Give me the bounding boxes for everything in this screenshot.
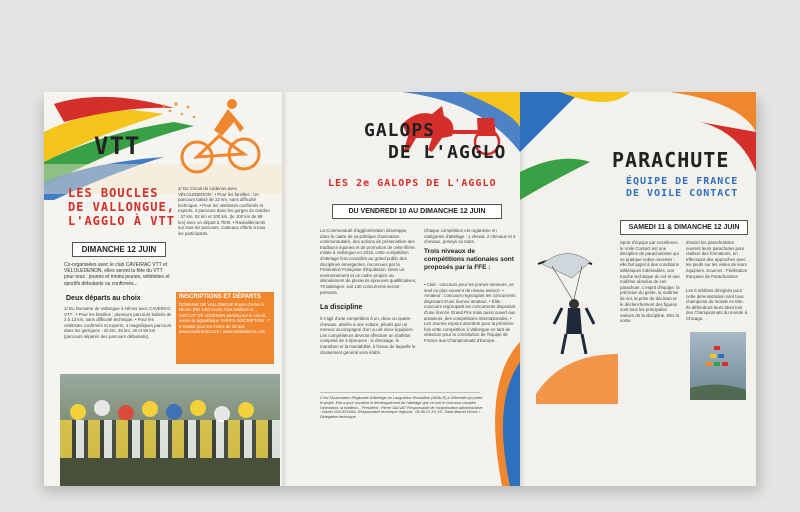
formation-photo xyxy=(690,332,746,400)
vtt-headline: LES BOUCLES DE VALLONGUE, L'AGGLO À VTT xyxy=(68,186,175,228)
vtt-hero-art xyxy=(44,92,282,200)
galops-col2-text: Chaque compétition est organisée en catégories d'attelage : 1 cheval, 2 chevaux et 4 chevaux, poneys ou traits. xyxy=(424,228,516,245)
parachute-panel xyxy=(520,92,756,486)
galops-discipline-heading: La discipline xyxy=(320,304,363,311)
vtt-intro: Co-organisées avec le club CAVEIRAC VTT et VELOLEDENON, elles seront la fête du VTT pour tous : jeunes et moins jeunes, vététistes et sportifs débutants ou confirmés... xyxy=(64,262,170,287)
galops-headline: LES 2e GALOPS DE L'AGGLO xyxy=(328,178,497,189)
parachute-date: SAMEDI 11 & DIMANCHE 12 JUIN xyxy=(620,220,748,235)
vtt-panel xyxy=(44,92,282,486)
galops-levels-heading: Trois niveaux de compétitions nationales sont proposés par la FFE : xyxy=(424,248,514,271)
galops-discipline-text: Il s'agit d'une compétition à un, deux ou quatre chevaux, attelés à une voiture, pilotés par un meneur accompagné d'un ou de deux équipiers. Les compétiteurs devront effectuer un triathlon composé de 3 épreuves : le dressage, le marathon et la maniabilité, à l'issue de laquelle le classement général sera établi. xyxy=(320,316,416,355)
galops-title-line2: DE L'AGGLO xyxy=(388,142,507,163)
galops-title-line1: GALOPS xyxy=(364,120,436,141)
galops-side-art xyxy=(472,342,520,486)
parachute-col2-text-b: Les 6 athlètes désignés pour cette démonstration sont tous champions du monde en titre. Ils défendront leurs titres lors des Championnats du monde à Chicago. xyxy=(686,288,748,321)
cyclists-photo xyxy=(60,374,280,486)
vtt-info-text: DOMAINE DE VALLONGUE Route d'Arles à Nîmes (RD 135) Accès Clos Gaillard et... CIRCUIT DE LÉDENON parking sur le circuit, suivre la signalétique TARIFS INSCRIPTION : 7 € Gratuit pour les moins de 18 ans www.caveiracvtt.com / www.veloledenon.com xyxy=(179,302,271,335)
galops-divider xyxy=(320,392,480,393)
parachute-title: PARACHUTE xyxy=(612,148,730,172)
parachute-headline: ÉQUIPE DE FRANCE DE VOILE CONTACT xyxy=(626,176,739,199)
galops-levels-text: • Club : concours pour les jeunes meneurs, un seul ou plus souvent de niveau avancé. • Amateur : concours regroupant les concurrents disposant d'une licence amateur. • Élite : concours regroupant les concurrents disposant d'une licence Grand Prix mais aussi ouvert aux amateurs, des compétitions internationales. • Les Jeunes espoirs abordent pour la première fois cette compétition à Vallongue en tant de sélection pour la constitution de l'équipe de France aux Championnats d'Europe. xyxy=(424,282,516,343)
vtt-col2-text: 2/ Du Circuit de Lédenon avec VÉLOLEDENON : • Pour les familles : Un parcours balisé de 22 km, sans difficulté technique. • Pour les vététistes confirmés et experts, 3 parcours dans les gorges du Gardon : 37 km, 52 km et 100 km, (le 100 km de 98 km) avec un départ à 7h00. • Ravitaillements sur tous les parcours. Cadeaux offerts à tous les participants. xyxy=(178,186,270,236)
vtt-date: DIMANCHE 12 JUIN xyxy=(72,242,166,257)
vtt-subhead: Deux départs au choix xyxy=(66,295,141,302)
vtt-col1-text: 1/ Du Domaine de Vallongue à Nîmes avec CAVEIRAC VTT : • Pour les familles : plusieurs parcours balisés de 3 à 13 km, sans difficulté technique. • Pour les vététistes confirmés et experts, 4 magnifiques parcours dans les garrigues : 20 km, 35 km, 40 et 56 km (parcours séparés des parcours débutants). xyxy=(64,306,172,339)
parachute-col2-text: d'avion les parachutistes ouvrent leurs parachutes pour réaliser des formations, en effectuant des approches avec les pieds sur les voiles de leurs équipiers. Sources : Fédération française de Parachutisme xyxy=(686,240,748,279)
parachute-col1-text: Sport d'équipe par excellence, le Voile Contact est une discipline de parachutisme qui se pratique voiles ouvertes : elle fait appel à des conditions athlétiques indéniables, une touche technique du vol et une maîtrise absolue de son parachute. L'esprit d'équipe, la précision du geste, la maîtrise de soi, la prise de décision et le déclenchement des figures sont tous les principales valeurs de la discipline. Dès la sortie xyxy=(620,240,680,324)
vtt-info-box xyxy=(176,292,274,364)
vtt-info-title: INSCRIPTIONS ET DÉPARTS xyxy=(179,294,261,300)
galops-date: DU VENDREDI 10 AU DIMANCHE 12 JUIN xyxy=(332,204,502,219)
skydivers-photo xyxy=(532,204,618,404)
cyclist-silhouette xyxy=(182,99,259,172)
tri-fold-brochure xyxy=(44,92,756,486)
galops-col1-text: La Communauté d'agglomération développe, dans le cadre de sa politique d'animation communautaire, des actions de préservation des traditions équines et de promotion de cette filière. Initiée à Vallongue en 2015, cette compétition d'attelage fera connaître au grand public des disciplines émergentes, reconnues par la Fédération Française d'Équitation. Dans un environnement et un cadre propice au déroulement de plusieurs épreuves qualificatives, 70 attelages, soit 130 concurrents seront présents. xyxy=(320,228,417,295)
galops-footer: C'est l'Association Régionale d'Attelage du Languedoc Roussillon (ARALR) à Villeveille qui porte le projet. Elle a pour vocation le développement de l'attelage que ce soit le concours complet, l'animation, la tradition... Président : Pierre SALVAT Responsable de l'organisation administrative : Daniel DUCATHIAN. Responsable technique régional : 06 86 21 XX XX, Saint Mamet Nîmes / Délégation technique. xyxy=(320,396,483,420)
vtt-title: VTT xyxy=(94,132,141,160)
galops-panel xyxy=(282,92,520,486)
